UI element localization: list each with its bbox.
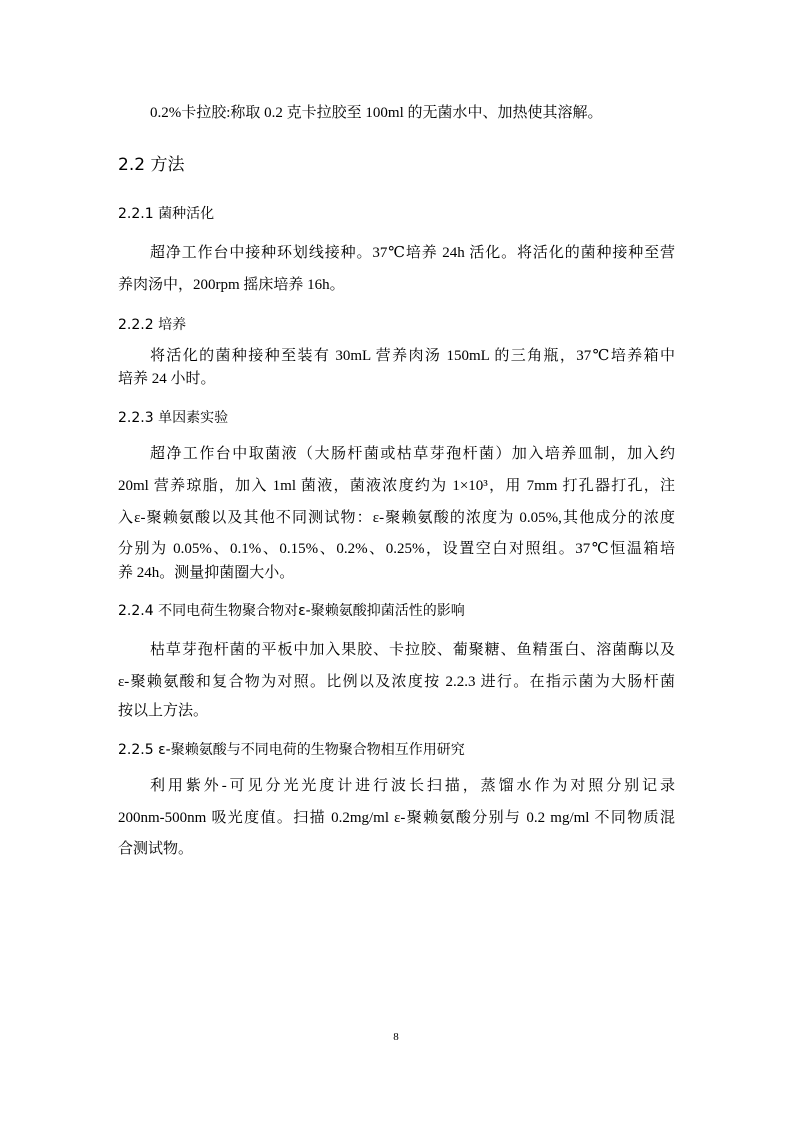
paragraph-line: 将活化的菌种接种至装有 30mL 营养肉汤 150mL 的三角瓶，37℃培养箱中 bbox=[150, 348, 675, 364]
intro-line: 0.2%卡拉胶:称取 0.2 克卡拉胶至 100ml 的无菌水中、加热使其溶解。 bbox=[150, 105, 603, 121]
paragraph-line: 养 24h。测量抑菌圈大小。 bbox=[118, 565, 295, 581]
paragraph-line: ε-聚赖氨酸和复合物为对照。比例以及浓度按 2.2.3 进行。在指示菌为大肠杆菌 bbox=[118, 674, 675, 690]
paragraph-line: 超净工作台中取菌液（大肠杆菌或枯草芽孢杆菌）加入培养皿制，加入约 bbox=[150, 446, 675, 462]
section-heading: 2.2 方法 bbox=[118, 155, 185, 175]
subsection-heading-2-2-1: 2.2.1 菌种活化 bbox=[118, 206, 215, 222]
page-number: 8 bbox=[393, 1031, 399, 1043]
paragraph-line: 培养 24 小时。 bbox=[118, 371, 216, 387]
subsection-heading-2-2-5: 2.2.5 ε-聚赖氨酸与不同电荷的生物聚合物相互作用研究 bbox=[118, 742, 465, 758]
paragraph-line: 合测试物。 bbox=[118, 841, 194, 857]
subsection-heading-2-2-3: 2.2.3 单因素实验 bbox=[118, 410, 229, 426]
paragraph-line: 枯草芽孢杆菌的平板中加入果胶、卡拉胶、葡聚糖、鱼精蛋白、溶菌酶以及 bbox=[150, 642, 675, 658]
subsection-heading-2-2-2: 2.2.2 培养 bbox=[118, 317, 187, 333]
paragraph-line: 按以上方法。 bbox=[118, 703, 209, 719]
paragraph-line: 超净工作台中接种环划线接种。37℃培养 24h 活化。将活化的菌种接种至营 bbox=[150, 245, 675, 261]
subsection-heading-2-2-4: 2.2.4 不同电荷生物聚合物对ε-聚赖氨酸抑菌活性的影响 bbox=[118, 603, 465, 619]
paragraph-line: 利用紫外-可见分光光度计进行波长扫描，蒸馏水作为对照分别记录 bbox=[150, 778, 675, 794]
paragraph-line: 20ml 营养琼脂，加入 1ml 菌液，菌液浓度约为 1×10³，用 7mm 打孔器打孔，注 bbox=[118, 478, 675, 494]
paragraph-line: 养肉汤中，200rpm 摇床培养 16h。 bbox=[118, 277, 345, 293]
paragraph-line: 200nm-500nm 吸光度值。扫描 0.2mg/ml ε-聚赖氨酸分别与 0.2 mg/ml 不同物质混 bbox=[118, 810, 675, 826]
paragraph-line: 入ε-聚赖氨酸以及其他不同测试物：ε-聚赖氨酸的浓度为 0.05%,其他成分的浓度 bbox=[118, 510, 675, 526]
paragraph-line: 分别为 0.05%、0.1%、0.15%、0.2%、0.25%，设置空白对照组。37℃恒温箱培 bbox=[118, 541, 675, 557]
